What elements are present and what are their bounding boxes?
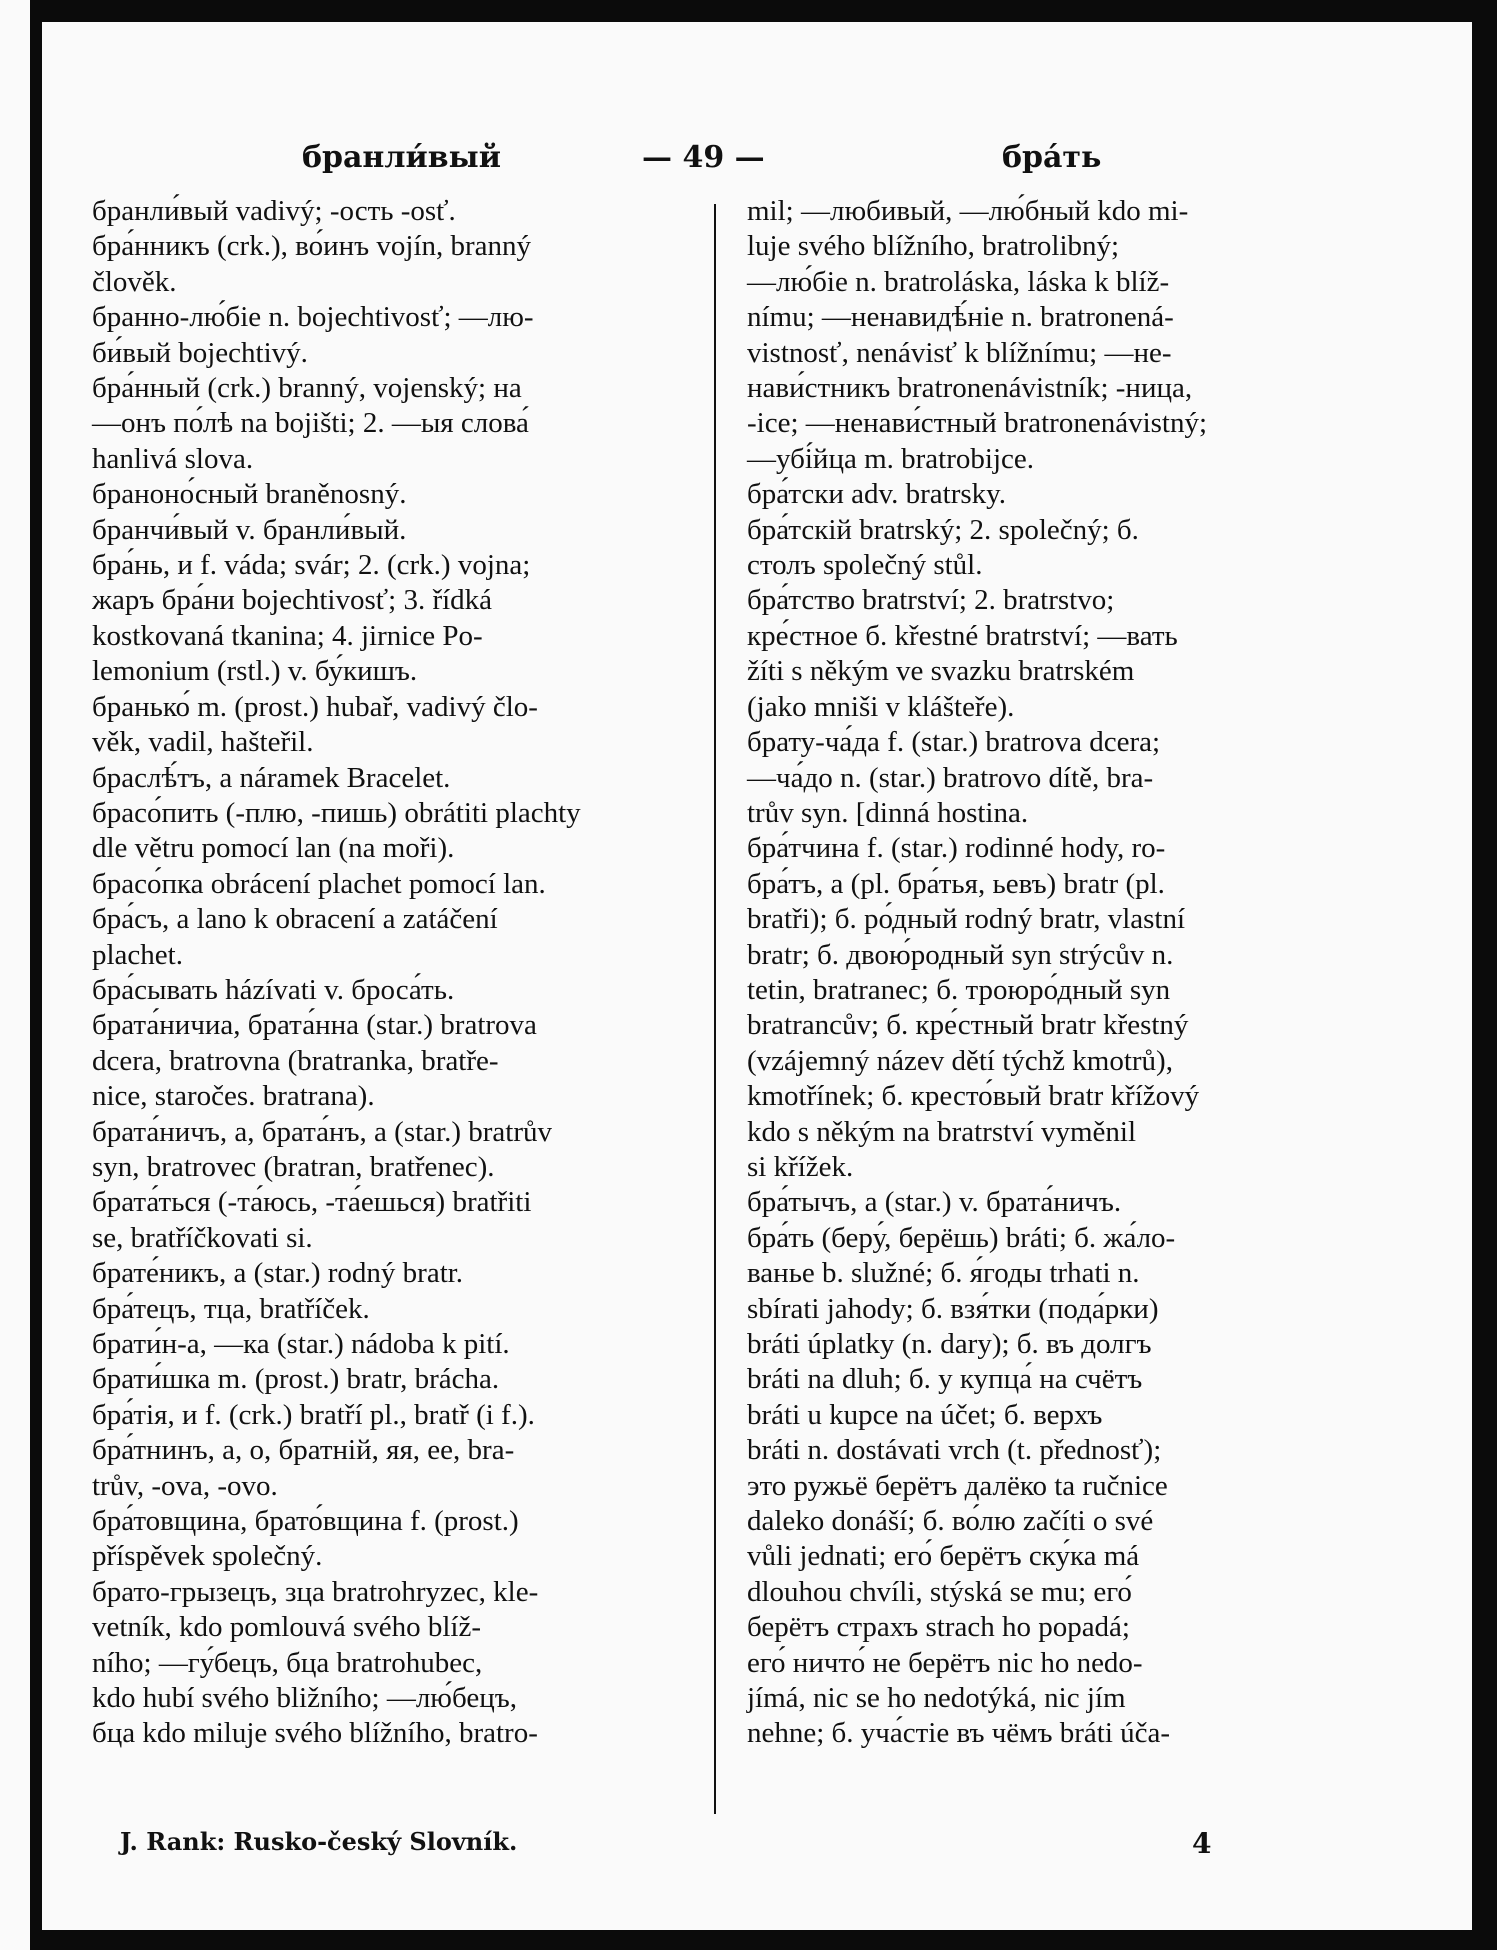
entry-line: браслѣ́тъ, a náramek Bracelet.	[92, 761, 451, 794]
entry-line: бранько́ m. (prost.) hubař, vadivý člo-	[92, 690, 538, 723]
entry-line: кре́стное б. křestné bratrství; —вать	[747, 619, 1178, 652]
entry-line: бра́тски adv. bratrsky.	[747, 478, 1007, 511]
entry-line: daleko donáší; б. во́лю začíti o své	[747, 1505, 1154, 1538]
entry-line: syn, bratrovec (bratran, bratřenec).	[92, 1150, 495, 1183]
entry-line: брате́никъ, a (star.) rodný bratr.	[92, 1257, 464, 1290]
right-column	[747, 194, 1392, 1752]
entry-line: luje svého blížního, bratrolibný;	[747, 230, 1120, 263]
entry-line: брато-грызецъ, зца bratrohryzec, kle-	[92, 1575, 539, 1608]
entry-line: брата́ничъ, a, брата́нъ, a (star.) bratrův	[92, 1115, 553, 1148]
entry-line: жаръ бра́ни bojechtivosť; 3. řídká	[92, 584, 493, 617]
entry-line: lemonium (rstl.) v. бу́кишъ.	[92, 655, 418, 688]
entry-line: bratr; б. двою́родный syn strýcův n.	[747, 938, 1174, 971]
entry-line: бра́тчина f. (star.) rodinné hody, ro-	[747, 832, 1166, 865]
entry-line: nímu; —ненавидѣ́ніе n. bratronená-	[747, 301, 1174, 334]
entry-line: bratři); б. ро́дный rodný bratr, vlastní	[747, 903, 1186, 936]
entry-line: брату-ча́да f. (star.) bratrova dcera;	[747, 726, 1161, 759]
entry-line: брасо́пить (-плю, -пишь) obrátiti plachty	[92, 796, 581, 829]
entry-line: bráti na dluh; б. у купца́ на счётъ	[747, 1363, 1143, 1396]
entry-line: бра́тскій bratrský; 2. společný; б.	[747, 513, 1139, 546]
entry-line: бра́нный (crk.) branný, vojenský; на	[92, 372, 522, 405]
entry-line: ванье b. služné; б. я́годы trhati n.	[747, 1257, 1140, 1290]
running-head-left: бранли́вый	[302, 140, 501, 175]
entry-line: брати́шка m. (prost.) bratr, brácha.	[92, 1363, 500, 1396]
entry-line: —онъ по́лѣ na bojišti; 2. —ыя слова́	[92, 407, 529, 440]
entry-line: vistnosť, nenávisť k blížnímu; —не-	[747, 336, 1172, 369]
entry-line: mil; —любивый, —лю́бный kdo mi-	[747, 195, 1189, 227]
entry-line: бра́ть (беру́, берёшь) bráti; б. жа́ло-	[747, 1221, 1176, 1254]
entry-line: бра́нникъ (crk.), во́инъ vojín, branný	[92, 230, 532, 263]
entry-line: dcera, bratrovna (bratranka, bratře-	[92, 1044, 499, 1077]
entry-line: браноно́сный braněnosný.	[92, 478, 407, 511]
entry-line: tetin, bratranec; б. троюро́дный syn	[747, 973, 1171, 1006]
entry-line: брата́ничиа, брата́нна (star.) bratrova	[92, 1009, 537, 1042]
entry-line: -ice; —ненави́стный bratronenávistný;	[747, 407, 1208, 440]
entry-line: bráti u kupce na účet; б. верхъ	[747, 1398, 1103, 1431]
entry-line: žíti s někým ve svazku bratrském	[747, 655, 1135, 688]
entry-line: ního; —гу́бецъ, бца bratrohubec,	[92, 1646, 483, 1679]
entry-line: бранчи́вый v. бранли́вый.	[92, 513, 407, 546]
entry-line: člověk.	[92, 265, 177, 298]
entry-line: (jako mniši v klášteře).	[747, 690, 1015, 723]
entry-line: bráti n. dostávati vrch (t. přednosť);	[747, 1434, 1162, 1467]
entry-line: брата́ться (-та́юсь, -та́ешься) bratřiti	[92, 1186, 532, 1219]
entry-line: бра́съ, a lano k obracení a zatáčení	[92, 903, 498, 936]
entry-line: plachet.	[92, 938, 183, 971]
entry-line: бца kdo miluje svého blížního, bratro-	[92, 1717, 538, 1750]
entry-line: věk, vadil, hašteřil.	[92, 726, 314, 759]
entry-line: nice, staročes. bratrana).	[92, 1080, 375, 1113]
entry-line: kdo hubí svého bližního; —лю́бецъ,	[92, 1682, 517, 1715]
entry-line: бра́тство bratrství; 2. bratrstvo;	[747, 584, 1115, 617]
entry-line: (vzájemný název dětí týchž kmotrů),	[747, 1044, 1173, 1077]
entry-line: брати́н-а, —ка (star.) nádoba k pití.	[92, 1328, 510, 1360]
left-column	[92, 194, 732, 1752]
entry-line: —лю́біе n. bratroláska, láska k blíž-	[747, 265, 1170, 298]
entry-line: бранно-лю́біе n. bojechtivosť; —лю-	[92, 301, 534, 334]
entry-line: бра́тъ, a (pl. бра́тья, ьевъ) bratr (pl.	[747, 867, 1165, 900]
entry-line: sbírati jahody; б. взя́тки (пода́рки)	[747, 1292, 1159, 1325]
entry-line: это ружьё берётъ далёко ta ručnice	[747, 1469, 1168, 1502]
entry-line: столъ společný stůl.	[747, 549, 983, 582]
entry-line: dle větru pomocí lan (na moři).	[92, 832, 455, 865]
entry-line: vetník, kdo pomlouvá svého blíž-	[92, 1611, 482, 1644]
entry-line: бра́товщина, брато́вщина f. (prost.)	[92, 1505, 519, 1538]
entry-line: берётъ страхъ strach ho popadá;	[747, 1611, 1130, 1644]
entry-line: příspěvek společný.	[92, 1540, 323, 1573]
entry-line: бра́тнинъ, a, o, братній, яя, ee, bra-	[92, 1434, 515, 1467]
entry-line: jímá, nic se ho nedotýká, nic jím	[747, 1682, 1126, 1715]
signature-mark: 4	[1192, 1827, 1212, 1860]
entry-line: kostkovaná tkanina; 4. jirnice Po-	[92, 619, 483, 652]
entry-line: si křížek.	[747, 1150, 854, 1183]
adjacent-page-strip	[0, 0, 30, 1950]
entry-line: bráti úplatky (n. dary); б. въ долгъ	[747, 1328, 1152, 1360]
entry-line: его́ ничто́ не берётъ nic ho nedo-	[747, 1646, 1143, 1679]
entry-line: kdo s někým na bratrství vyměnil	[747, 1115, 1137, 1148]
entry-line: бранли́вый vadivý; -ость -osť.	[92, 195, 456, 227]
entry-line: бра́сывать házívati v. броса́ть.	[92, 973, 455, 1006]
entry-line: брасо́пка obrácení plachet pomocí lan.	[92, 867, 546, 900]
entry-line: nehne; б. уча́стіе въ чёмъ bráti úča-	[747, 1717, 1171, 1750]
entry-line: нави́стникъ bratronenávistník; -ница,	[747, 372, 1193, 405]
entry-line: hanlivá slova.	[92, 442, 254, 475]
entry-line: trův, -ova, -ovo.	[92, 1469, 278, 1502]
entry-line: бра́тычъ, a (star.) v. брата́ничъ.	[747, 1186, 1122, 1219]
entry-line: бра́нь, и f. váda; svár; 2. (crk.) vojna;	[92, 549, 531, 582]
entry-line: kmotřínek; б. кресто́вый bratr křížový	[747, 1080, 1200, 1113]
entry-line: trův syn. [dinná hostina.	[747, 796, 1029, 829]
running-head-right: бра́ть	[1002, 140, 1102, 175]
column-divider	[714, 204, 716, 1814]
entry-line: —убі́йца m. bratrobijce.	[747, 442, 1034, 475]
entry-line: бра́тія, и f. (crk.) bratří pl., bratř (i f.).	[92, 1398, 535, 1431]
entry-line: se, bratříčkovati si.	[92, 1221, 313, 1254]
entry-line: би́вый bojechtivý.	[92, 336, 308, 369]
entry-line: dlouhou chvíli, stýská se mu; его́	[747, 1575, 1132, 1608]
entry-line: vůli jednati; его́ берётъ ску́ка má	[747, 1540, 1140, 1573]
entry-line: —ча́до n. (star.) bratrovo dítě, bra-	[747, 761, 1154, 794]
page-gutter	[30, 0, 42, 1950]
dictionary-page	[42, 22, 1472, 1930]
footer-signature: J. Rank: Rusko-český Slovník.	[120, 1827, 518, 1856]
entry-line: бра́тецъ, тца, bratříček.	[92, 1292, 370, 1325]
entry-line: bratrancův; б. кре́стный bratr křestný	[747, 1009, 1189, 1042]
page-number: — 49 —	[642, 140, 765, 175]
